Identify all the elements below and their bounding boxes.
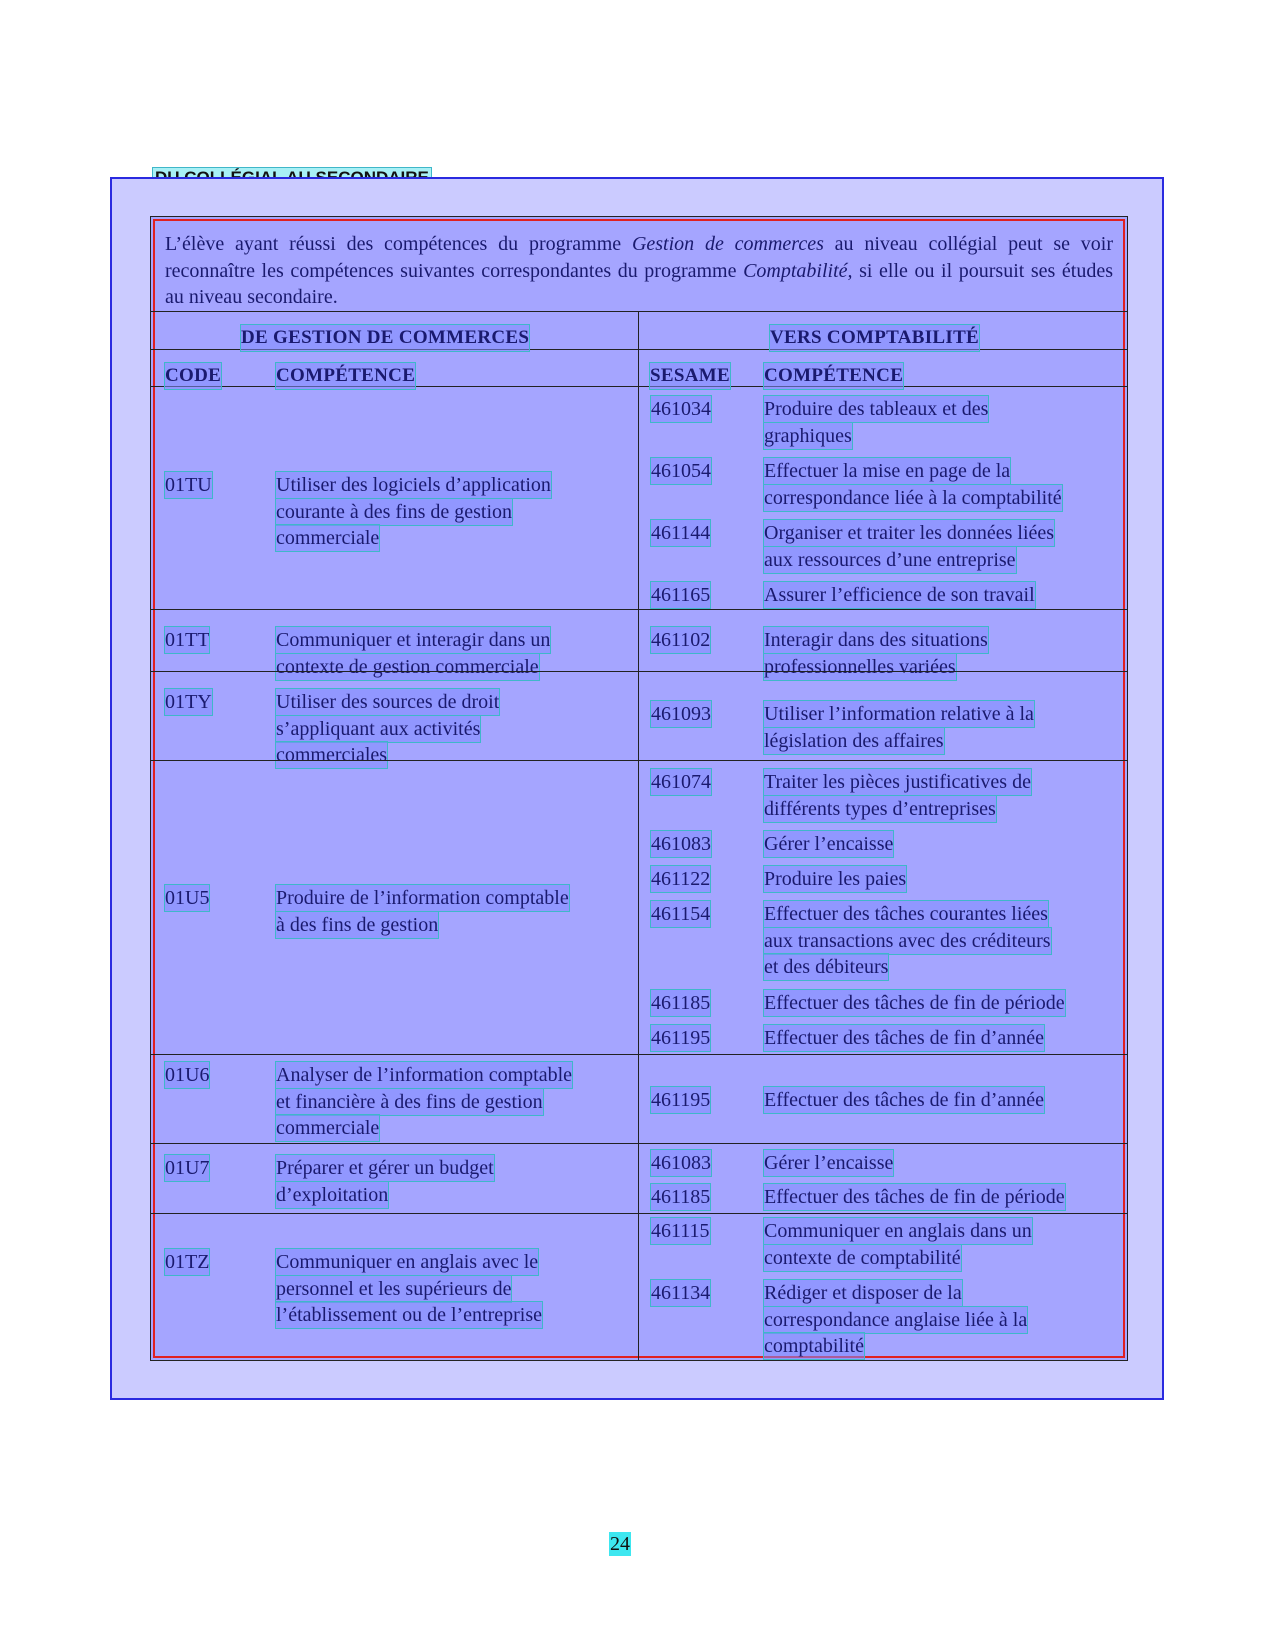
- column-header-code: CODE: [165, 363, 221, 389]
- item-competence-line: législation des affaires: [764, 729, 944, 752]
- row-competence-line: courante à des fins de gestion: [276, 500, 513, 523]
- item-competence-line: Effectuer des tâches de fin d’année: [764, 1027, 1045, 1049]
- item-competence-line: Effectuer des tâches de fin de période: [764, 992, 1065, 1014]
- intro-program-2: Comptabilité,: [743, 259, 853, 282]
- item-sesame-code: 461122: [651, 868, 711, 890]
- row-code: 01TZ: [165, 1251, 210, 1273]
- item-competence-line: Effectuer des tâches courantes liées: [764, 903, 1048, 925]
- item-sesame-code: 461195: [651, 1027, 711, 1049]
- row-competence-line: commerciale: [276, 1117, 380, 1139]
- item-competence-line: Produire les paies: [764, 868, 907, 890]
- item-competence-line: Traiter les pièces justificatives de: [764, 771, 1031, 793]
- row-divider: [150, 1054, 1128, 1055]
- row-competence-line: personnel et les supérieurs de: [276, 1277, 512, 1300]
- item-competence-line: Effectuer la mise en page de la: [764, 460, 1011, 482]
- item-sesame-code: 461102: [651, 629, 711, 651]
- item-competence-line: Interagir dans des situations: [764, 629, 988, 651]
- row-code: 01TY: [165, 691, 212, 713]
- item-sesame-code: 461165: [651, 584, 711, 606]
- row-competence-line: d’exploitation: [276, 1183, 389, 1206]
- item-competence-line: Effectuer des tâches de fin d’année: [764, 1089, 1045, 1111]
- row-divider: [150, 1143, 1128, 1144]
- item-sesame-code: 461083: [651, 833, 711, 855]
- item-competence-line: et des débiteurs: [764, 956, 889, 978]
- row-divider: [150, 1213, 1128, 1214]
- row-competence-line: Communiquer en anglais avec le: [276, 1251, 539, 1273]
- row-divider: [150, 760, 1128, 761]
- item-sesame-code: 461074: [651, 771, 711, 793]
- item-sesame-code: 461185: [651, 992, 711, 1014]
- item-sesame-code: 461144: [651, 522, 711, 544]
- item-sesame-code: 461134: [651, 1282, 711, 1304]
- item-competence-line: Rédiger et disposer de la: [764, 1282, 962, 1304]
- column-header-competence-right: COMPÉTENCE: [764, 363, 903, 389]
- item-sesame-code: 461185: [651, 1186, 711, 1208]
- item-sesame-code: 461034: [651, 398, 711, 420]
- row-competence-line: l’établissement ou de l’entreprise: [276, 1304, 543, 1326]
- item-competence-line: Effectuer des tâches de fin de période: [764, 1186, 1065, 1208]
- item-sesame-code: 461115: [651, 1220, 710, 1242]
- item-competence-line: comptabilité: [764, 1335, 864, 1357]
- item-competence-line: Gérer l’encaisse: [764, 1152, 894, 1174]
- item-competence-line: différents types d’entreprises: [764, 797, 996, 820]
- row-code: 01U7: [165, 1157, 210, 1179]
- divider-intro: [150, 311, 1128, 312]
- item-competence-line: Assurer l’efficience de son travail: [764, 584, 1035, 606]
- row-competence-line: s’appliquant aux activités: [276, 717, 481, 740]
- row-competence-line: commerciales: [276, 744, 388, 766]
- item-sesame-code: 461054: [651, 460, 711, 482]
- intro-paragraph: [165, 231, 1113, 311]
- intro-text-3: si elle ou il poursuit ses études au niveau secondaire.: [165, 259, 1113, 308]
- item-competence-line: Communiquer en anglais dans un: [764, 1220, 1032, 1242]
- row-competence-line: Utiliser des sources de droit: [276, 691, 500, 713]
- column-header-competence-left: COMPÉTENCE: [276, 363, 415, 389]
- row-code: 01U6: [165, 1064, 210, 1086]
- item-sesame-code: 461093: [651, 703, 711, 725]
- intro-program-1: Gestion de commerces: [631, 233, 824, 255]
- row-competence-line: Analyser de l’information comptable: [276, 1064, 573, 1086]
- item-competence-line: correspondance anglaise liée à la: [764, 1308, 1028, 1331]
- row-divider: [150, 609, 1128, 610]
- row-code: 01TT: [165, 629, 210, 651]
- row-code: 01U5: [165, 887, 210, 909]
- item-competence-line: contexte de comptabilité: [764, 1246, 961, 1269]
- item-competence-line: aux transactions avec des créditeurs: [764, 929, 1051, 952]
- item-competence-line: professionnelles variées: [764, 655, 956, 678]
- row-competence-line: à des fins de gestion: [276, 913, 439, 936]
- item-competence-line: Utiliser l’information relative à la: [764, 703, 1034, 725]
- column-header-sesame: SESAME: [650, 363, 730, 389]
- item-competence-line: graphiques: [764, 424, 852, 447]
- right-group-header: VERS COMPTABILITÉ: [770, 325, 979, 351]
- page-number: 24: [610, 1533, 630, 1555]
- row-competence-line: contexte de gestion commerciale: [276, 655, 539, 678]
- item-sesame-code: 461154: [651, 903, 711, 925]
- intro-text-1: L’élève ayant réussi des compétences du programme: [165, 233, 632, 255]
- row-competence-line: Communiquer et interagir dans un: [276, 629, 551, 651]
- item-competence-line: Produire des tableaux et des: [764, 398, 989, 420]
- row-competence-line: commerciale: [276, 527, 380, 549]
- left-group-header: DE GESTION DE COMMERCES: [241, 325, 529, 351]
- item-sesame-code: 461083: [651, 1152, 711, 1174]
- item-competence-line: correspondance liée à la comptabilité: [764, 486, 1062, 509]
- divider-vertical: [638, 311, 639, 1361]
- row-competence-line: Produire de l’information comptable: [276, 887, 569, 909]
- row-code: 01TU: [165, 474, 212, 496]
- intro-text-2: au niveau collégial peut se voir reconnaître les compétences suivantes correspondantes du programme: [165, 233, 1114, 282]
- row-divider: [150, 671, 1128, 672]
- row-competence-line: Utiliser des logiciels d’application: [276, 474, 551, 496]
- row-competence-line: et financière à des fins de gestion: [276, 1090, 543, 1113]
- item-sesame-code: 461195: [651, 1089, 711, 1111]
- row-competence-line: Préparer et gérer un budget: [276, 1157, 494, 1179]
- item-competence-line: Organiser et traiter les données liées: [764, 522, 1055, 544]
- item-competence-line: Gérer l’encaisse: [764, 833, 894, 855]
- item-competence-line: aux ressources d’une entreprise: [764, 548, 1016, 571]
